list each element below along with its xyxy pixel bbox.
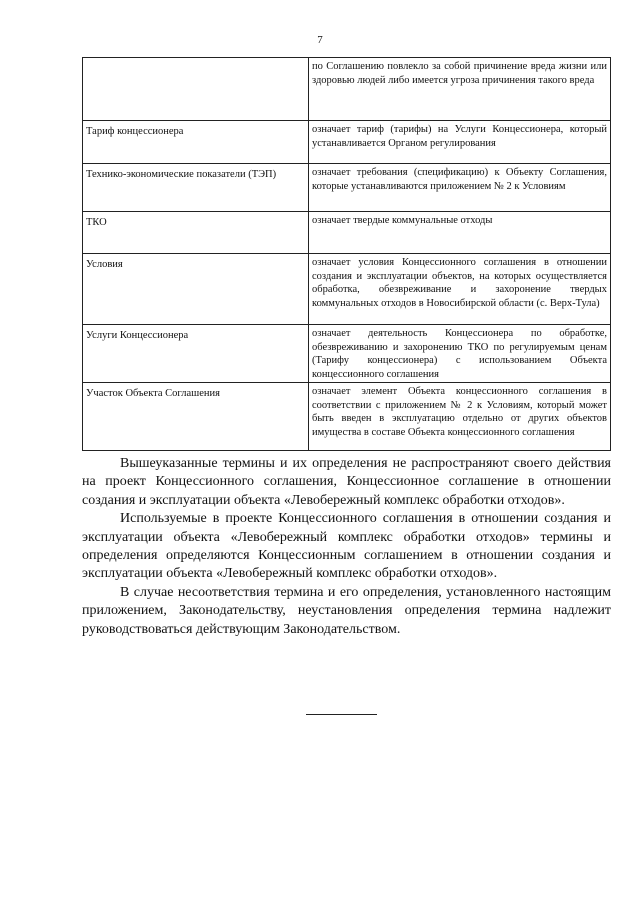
definition-cell: по Соглашению повлекло за собой причинение вреда жизни или здоровью людей либо имеется угроза причинения такого вреда bbox=[309, 58, 611, 121]
term-cell: Услуги Концессионера bbox=[83, 325, 309, 383]
definition-cell: означает элемент Объекта концессионного соглашения в соответствии с приложением № 2 к Условиям, который может быть введен в эксплуатацию отдельно от других объектов имущества в составе Объекта концессионного соглашения bbox=[309, 383, 611, 451]
term-cell: ТКО bbox=[83, 212, 309, 254]
definition-cell: означает условия Концессионного соглашения в отношении создания и эксплуатации объектов, на которых осуществляется обработка, обезвреживание и захоронение твердых коммунальных отходов в Новосибирской области (с. Верх-Тула) bbox=[309, 254, 611, 325]
term-cell: Технико-экономические показатели (ТЭП) bbox=[83, 164, 309, 212]
term-cell: Участок Объекта Соглашения bbox=[83, 383, 309, 451]
paragraph: Вышеуказанные термины и их определения не распространяют своего действия на проект Концессионного соглашения, Концессионное соглашение в отношении создания и эксплуатации объекта «Левобережный комплекс обработки отходов». bbox=[82, 456, 611, 508]
table-row bbox=[83, 121, 611, 164]
table-row bbox=[83, 58, 611, 121]
paragraph: Используемые в проекте Концессионного соглашения в отношении создания и эксплуатации объекта «Левобережный комплекс обработки отходов» термины и определения определяются Концессионным соглашением в отношении создания и эксплуатации объекта «Левобережный комплекс обработки отходов». bbox=[82, 511, 611, 582]
definition-cell: означает требования (спецификацию) к Объекту Соглашения, которые устанавливаются приложением № 2 к Условиям bbox=[309, 164, 611, 212]
end-of-document-divider bbox=[306, 714, 377, 715]
term-cell: Тариф концессионера bbox=[83, 121, 309, 164]
table-row bbox=[83, 325, 611, 383]
paragraph: В случае несоответствия термина и его определения, установленного настоящим приложением, Законодательству, неустановления определения термина надлежит руководствоваться действующим Законодательством. bbox=[82, 584, 611, 637]
table-row bbox=[83, 254, 611, 325]
terms-table bbox=[82, 57, 611, 451]
body-text bbox=[82, 455, 611, 639]
term-cell bbox=[83, 58, 309, 121]
definition-cell: означает тариф (тарифы) на Услуги Концессионера, который устанавливается Органом регулирования bbox=[309, 121, 611, 164]
table-row bbox=[83, 383, 611, 451]
table-row bbox=[83, 212, 611, 254]
page-number: 7 bbox=[317, 34, 323, 46]
definition-cell: означает твердые коммунальные отходы bbox=[309, 212, 611, 254]
table-row bbox=[83, 164, 611, 212]
term-cell: Условия bbox=[83, 254, 309, 325]
definition-cell: означает деятельность Концессионера по обработке, обезвреживанию и захоронению ТКО по регулируемым ценам (Тарифу концессионера) с использованием Объекта концессионного соглашения bbox=[309, 325, 611, 383]
